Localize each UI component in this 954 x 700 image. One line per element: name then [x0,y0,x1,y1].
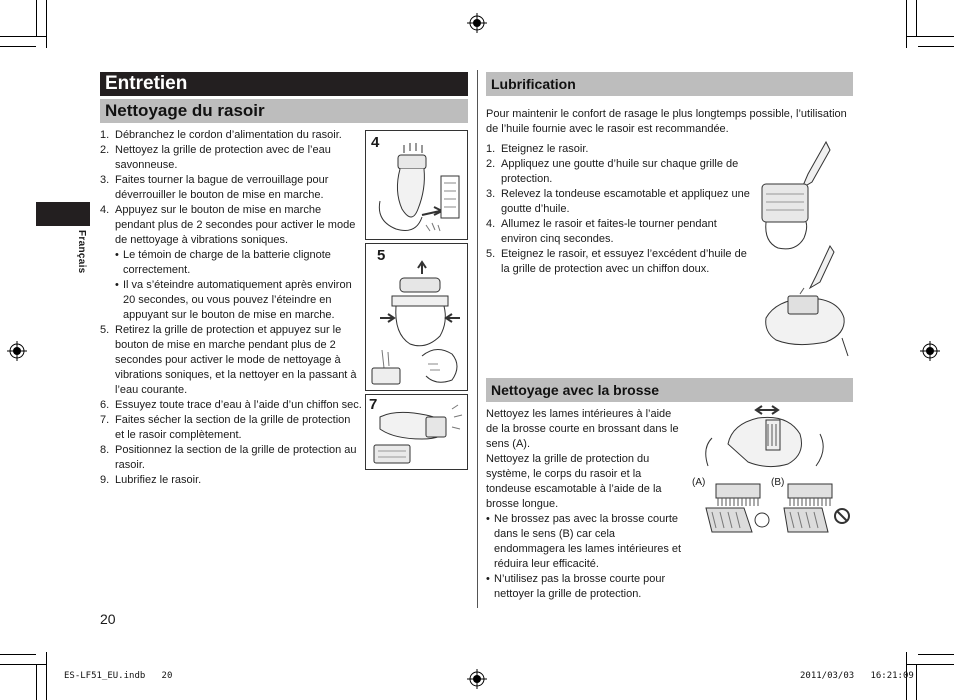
brush-illustration [688,404,858,544]
list-item: 1. Débranchez le cordon d’alimentation du rasoir. [100,129,342,141]
registration-mark-icon [920,341,940,361]
figure-4 [365,130,468,240]
figure-5 [365,243,468,391]
section-subtitle: Nettoyage du rasoir [100,99,468,123]
list-item: 3. Faites tourner la bague de verrouillage pour déverrouiller le bouton de mise en marche. [100,174,329,201]
footer-file-info: ES-LF51_EU.indb 20 [64,671,173,681]
section-title-lubrification: Lubrification [486,72,853,96]
lubrification-intro: Pour maintenir le confort de rasage le plus longtemps possible, l’utilisation de l’huile fournie avec le rasoir est recommandée. [486,108,847,135]
list-item: 9. Lubrifiez le rasoir. [100,474,202,486]
page-number: 20 [100,611,116,627]
language-label: Français [76,230,87,274]
registration-mark-icon [7,341,27,361]
list-item: 2. Nettoyez la grille de protection avec de l’eau savonneuse. [100,144,331,171]
bullet-item: • N’utilisez pas la brosse courte pour nettoyer la grille de protection. [486,572,686,602]
list-item: 4. Allumez le rasoir et faites-le tourner pendant environ cinq secondes. [486,218,717,245]
list-item: 8. Positionnez la section de la grille de protection au rasoir. [100,444,357,471]
oiling-illustration [756,138,856,360]
list-item: 1. Eteignez le rasoir. [486,143,589,155]
bullet-item: • Le témoin de charge de la batterie clignote correctement. [115,248,362,278]
language-tab [36,202,90,226]
label-b: (B) [771,477,785,488]
shaver-cleaning-illustration [366,131,467,239]
lubrification-steps-list [486,142,754,277]
brosse-para-1: Nettoyez les lames intérieures à l’aide de la brosse courte en brossant dans le sens (A). [486,408,679,450]
cleaning-steps-list [100,128,362,488]
brosse-para-2: Nettoyez la grille de protection du système, le corps du rasoir et la tondeuse escamotable à l’aide de la brosse longue. [486,453,662,510]
bullet-item: • Il va s’éteindre automatiquement après environ 20 secondes, ou vous pouvez l’éteindre en appuyant sur le bouton de mise en marche. [115,278,362,323]
section-title: Entretien [100,72,468,96]
column-divider [477,70,478,608]
figure-number: 7 [369,396,378,413]
list-item: 4. Appuyez sur le bouton de mise en marche pendant plus de 2 secondes pour activer le mode de nettoyage à vibrations soniques. • Le témoin de charge de la batterie clignote correctement. • Il va s’éteindre automatiquement après environ 20 secondes, ou vous pouvez l’éteindre en appuyant sur le bouton de mise en marche. [100,203,362,323]
list-item: 5. Eteignez le rasoir, et essuyez l’excédent d’huile de la grille de protection avec un chiffon doux. [486,248,747,275]
list-item: 3. Relevez la tondeuse escamotable et appliquez une goutte d’huile. [486,188,750,215]
registration-mark-icon [467,13,487,33]
drying-illustration [366,395,467,469]
list-item: 5. Retirez la grille de protection et appuyez sur le bouton de mise en marche pendant plus de 2 secondes pour activer le mode de nettoyage à vibrations soniques, et la nettoyer en la passant à l’eau courante. [100,324,357,396]
figure-7 [365,394,468,470]
brosse-text-block [486,407,686,602]
list-item: 6. Essuyez toute trace d’eau à l’aide d’un chiffon sec. [100,399,362,411]
bullet-item: • Ne brossez pas avec la brosse courte dans le sens (B) car cela endommagera les lames intérieures et réduira leur efficacité. [486,512,686,572]
footer-timestamp: 2011/03/03 16:21:09 [800,671,914,681]
section-title-brosse: Nettoyage avec la brosse [486,378,853,402]
grille-removal-illustration [366,244,467,390]
registration-mark-icon [467,669,487,689]
list-item: 2. Appliquez une goutte d’huile sur chaque grille de protection. [486,158,739,185]
figure-number: 5 [377,247,386,264]
label-a: (A) [692,477,706,488]
figure-number: 4 [371,134,380,151]
list-item: 7. Faites sécher la section de la grille de protection et le rasoir complètement. [100,414,351,441]
